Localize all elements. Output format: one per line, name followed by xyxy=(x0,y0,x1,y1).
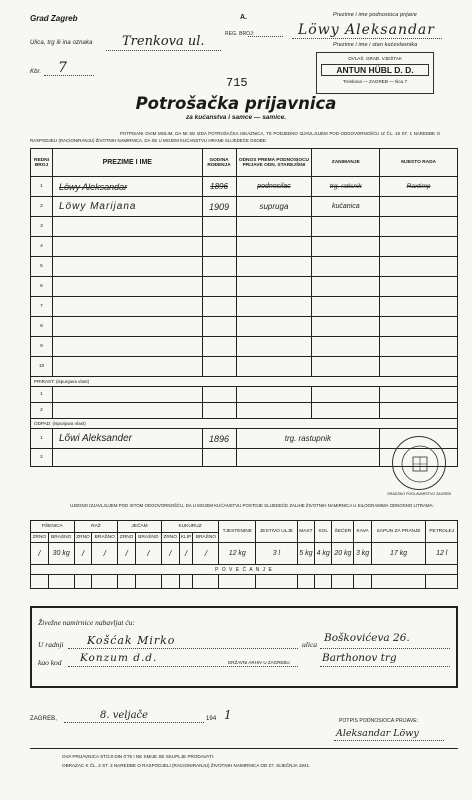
place-label: ZAGREB, xyxy=(30,716,58,722)
stamp-line3: Trenkova — ZAGREB — Ilica 7 xyxy=(342,79,408,84)
sup-group: SOL xyxy=(315,521,332,543)
supplies-footer-row xyxy=(31,565,458,575)
sup-val: / xyxy=(193,543,219,565)
row-relation: supruga xyxy=(236,197,312,217)
person-row xyxy=(31,277,458,297)
sup-sub: ZRNO xyxy=(31,533,49,543)
sup-val: 12 l xyxy=(426,543,458,565)
prirast-label-row xyxy=(31,377,458,387)
row-no: 7 xyxy=(31,297,53,317)
coop-label: kao kod xyxy=(38,658,62,667)
person-row xyxy=(31,217,458,237)
round-stamp xyxy=(392,436,446,490)
section-letter: A. xyxy=(240,14,247,21)
sup-val: 3 kg xyxy=(354,543,371,565)
street-line xyxy=(106,50,221,51)
company-stamp xyxy=(316,52,434,94)
sup-sub: BRAŠNO xyxy=(48,533,74,543)
sup-val: 30 kg xyxy=(48,543,74,565)
coop-value: Konzum d.d. xyxy=(80,652,158,664)
prirast-label: PRIRAST: (ispunjava vlast) xyxy=(31,377,458,387)
sig-line xyxy=(334,740,444,741)
person-row xyxy=(31,337,458,357)
reg-label: REG. BROJ: xyxy=(225,31,255,37)
supplies-group-row xyxy=(31,521,458,533)
sup-group: SAPUN ZA PRANJE xyxy=(371,521,426,543)
row-no: 3 xyxy=(31,217,53,237)
reg-line xyxy=(248,36,283,37)
odpad-label: ODPAD: (ispunjava vlast) xyxy=(31,419,458,429)
person-row xyxy=(31,317,458,337)
row-occupation: trg. ratisnik xyxy=(312,177,380,197)
person-row xyxy=(31,177,458,197)
applicant-label: Prezime i ime podnosioca prijave xyxy=(333,12,417,18)
date-line xyxy=(64,722,204,723)
sup-group: KAVA xyxy=(354,521,371,543)
applicant-value: Löwy Aleksandar xyxy=(298,22,435,38)
row-work: Raxtimp xyxy=(380,177,458,197)
odpad-year: 1896 xyxy=(202,429,236,449)
row-no: 5 xyxy=(31,257,53,277)
street-value: Trenkova ul. xyxy=(122,34,205,49)
shop-label: U radnji xyxy=(38,640,64,649)
street-label-2: ulica xyxy=(302,640,317,649)
footer-line2: OBRAZAC K ČL. 2 ST. 3 NAREDBE O RASPODJELI (RACIONIRANJU) ŽIVOTNIH NAMIRNICA OD 27. SIJEČNJA 1941. xyxy=(62,763,311,768)
sup-val: 20 kg xyxy=(332,543,354,565)
sup-group: MAST xyxy=(297,521,314,543)
sup-sub: BRAŠNO xyxy=(135,533,161,543)
footer-line1: OVA PRIJAVNICA STOJI DIN 0'75 I NE SMIJE SE SKUPLJE PRODAVATI. xyxy=(62,754,215,759)
street-value-2: Boškovićeva 26. xyxy=(324,632,410,644)
coop-line xyxy=(68,666,298,667)
row-no: 9 xyxy=(31,337,53,357)
sup-sub: ZRNO xyxy=(74,533,92,543)
row-name: Löwy Aleksandar xyxy=(52,177,202,197)
supplies-values-row xyxy=(31,543,458,565)
sup-val: / xyxy=(31,543,49,565)
sup-val: 5 kg xyxy=(297,543,314,565)
sup-val: / xyxy=(118,543,136,565)
coop-street-line xyxy=(320,666,450,667)
col-header-name: PREZIME I IME xyxy=(52,149,202,177)
street-label: Ulica, trg ili ina oznaka xyxy=(30,40,93,46)
person-row xyxy=(31,257,458,277)
prirast-row xyxy=(31,403,458,419)
sup-group: TJESTENINE xyxy=(219,521,256,543)
supplies-text: UJEDNO IZJAVLJUJEM POD ISTOM ODGOVORNOŠĆU, DA U MOJEM KUĆANSTVU POSTOJE SLIJEDEĆE ZALIHE ŽIVOTNIH NAMIRNICA U KILOGRAMIMA ODNOSNO LITRAMA: xyxy=(70,503,434,508)
form-title: Potrošačka prijavnica xyxy=(135,94,337,113)
row-relation: podnosilac xyxy=(236,177,312,197)
form-subtitle: za kućanstva i samce — samice. xyxy=(185,114,287,121)
sup-sub: KLIP xyxy=(179,533,193,543)
street-line-2 xyxy=(320,648,450,649)
round-stamp-graphic xyxy=(393,437,447,491)
person-row xyxy=(31,357,458,377)
row-work xyxy=(380,197,458,217)
sup-val: / xyxy=(179,543,193,565)
sup-group: KUKURUZ xyxy=(161,521,218,533)
applicant-line xyxy=(292,38,442,39)
col-header-work: MJESTO RADA xyxy=(380,149,458,177)
year-value: 1 xyxy=(224,708,232,722)
sup-val: / xyxy=(161,543,179,565)
sup-val: 17 kg xyxy=(371,543,426,565)
stamp-line1: OVLAŠ. GRAĐ. VJEŠTAK xyxy=(348,56,402,61)
sup-val: / xyxy=(92,543,118,565)
sup-val: 4 kg xyxy=(315,543,332,565)
city-label: Grad Zagreb xyxy=(30,14,78,23)
prirast-row xyxy=(31,387,458,403)
intro-text: POTPISANI OVIM MOLIM, DA MI SE IZDA POTROŠAČKA ISKAZNICA, TE PODJEDNO IZJAVLJUJEM POD ODGOVORNOŠĆU IZ ČL. 18 ST. 1 NAREDBE O RASPODJELI (RACIONIRANJU) ŽIVOTNIH NAMIRNICA, DA SE U MOJEM KUĆANSTVU HRANE SLIJEDEĆE OSOBE: xyxy=(30,131,440,143)
shop-line xyxy=(68,648,298,649)
col-header-no: REDNI BROJ xyxy=(31,149,53,177)
row-occupation: kućanica xyxy=(312,197,380,217)
sup-group: RAŽ xyxy=(74,521,118,533)
stamp-line2: ANTUN HÜBL D. D. xyxy=(321,64,429,76)
sup-val: 3 l xyxy=(256,543,297,565)
row-year: 1896 xyxy=(202,177,236,197)
row-no: 2 xyxy=(31,197,53,217)
sup-group: JESTIVO ULJE xyxy=(256,521,297,543)
archive-stamp: DRŽAVNI ARHIV U ZAGREBU xyxy=(228,660,290,665)
row-year: 1909 xyxy=(202,197,236,217)
persons-table xyxy=(30,148,458,467)
row-no: 10 xyxy=(31,357,53,377)
sup-sub: ZRNO xyxy=(118,533,136,543)
row-no: 2 xyxy=(31,449,53,467)
kbr-label: Kbr. xyxy=(30,69,42,75)
footer-divider xyxy=(30,748,458,749)
round-stamp-label: GRADSKO POGLAVARSTVO ZAGREB xyxy=(387,492,451,496)
sup-group: ŠEĆER xyxy=(332,521,354,543)
sig-value: Aleksandar Löwy xyxy=(336,728,419,739)
year-prefix: 194 xyxy=(206,716,217,722)
odpad-name: Lőwi Aleksander xyxy=(52,429,202,449)
sup-val: / xyxy=(135,543,161,565)
date-value: 8. veljače xyxy=(100,710,149,721)
sup-sub: BRAŠNO xyxy=(193,533,219,543)
sup-group: JEČAM xyxy=(118,521,162,533)
buy-box-title: Živežne namirnice nabavljat ću: xyxy=(38,618,135,627)
row-no: 1 xyxy=(31,387,53,403)
person-row xyxy=(31,297,458,317)
col-header-relation: ODNOS PREMA PODNOSIOCU PRIJAVE ODN. STAREJŠINI xyxy=(236,149,312,177)
sup-sub: ZRNO xyxy=(161,533,179,543)
row-no: 2 xyxy=(31,403,53,419)
persons-header-row xyxy=(31,149,458,177)
row-no: 6 xyxy=(31,277,53,297)
coop-street: Barthonov trg xyxy=(322,652,397,664)
row-no: 8 xyxy=(31,317,53,337)
kbr-value: 7 xyxy=(58,60,67,76)
row-no: 4 xyxy=(31,237,53,257)
row-name: Löwy Marijana xyxy=(52,197,202,217)
row-no: 1 xyxy=(31,177,53,197)
sup-val: / xyxy=(74,543,92,565)
supplies-empty-row xyxy=(31,575,458,589)
col-header-occupation: ZANIMANJE xyxy=(312,149,380,177)
shop-value: Košćak Mirko xyxy=(87,634,176,647)
sup-footer: P O V E Ć A N J E xyxy=(31,565,458,575)
odpad-relation: trg. rastupnik xyxy=(236,429,380,449)
odpad-label-row xyxy=(31,419,458,429)
sup-group: PETROLEJ xyxy=(426,521,458,543)
serial-number: 715 xyxy=(226,76,248,90)
sup-sub: BRAŠNO xyxy=(92,533,118,543)
sig-label: POTPIS PODNOSIOCA PRIJAVE: xyxy=(339,718,419,724)
owner-label: Prezime i ime i stan kućevlasnika xyxy=(333,42,418,48)
person-row xyxy=(31,237,458,257)
supplies-table xyxy=(30,520,458,589)
person-row xyxy=(31,197,458,217)
row-no: 1 xyxy=(31,429,53,449)
sup-group: PŠENICA xyxy=(31,521,75,533)
sup-val: 12 kg xyxy=(219,543,256,565)
buy-box xyxy=(30,606,458,688)
kbr-line xyxy=(44,75,94,76)
col-header-year: GODINA ROĐENJA xyxy=(202,149,236,177)
